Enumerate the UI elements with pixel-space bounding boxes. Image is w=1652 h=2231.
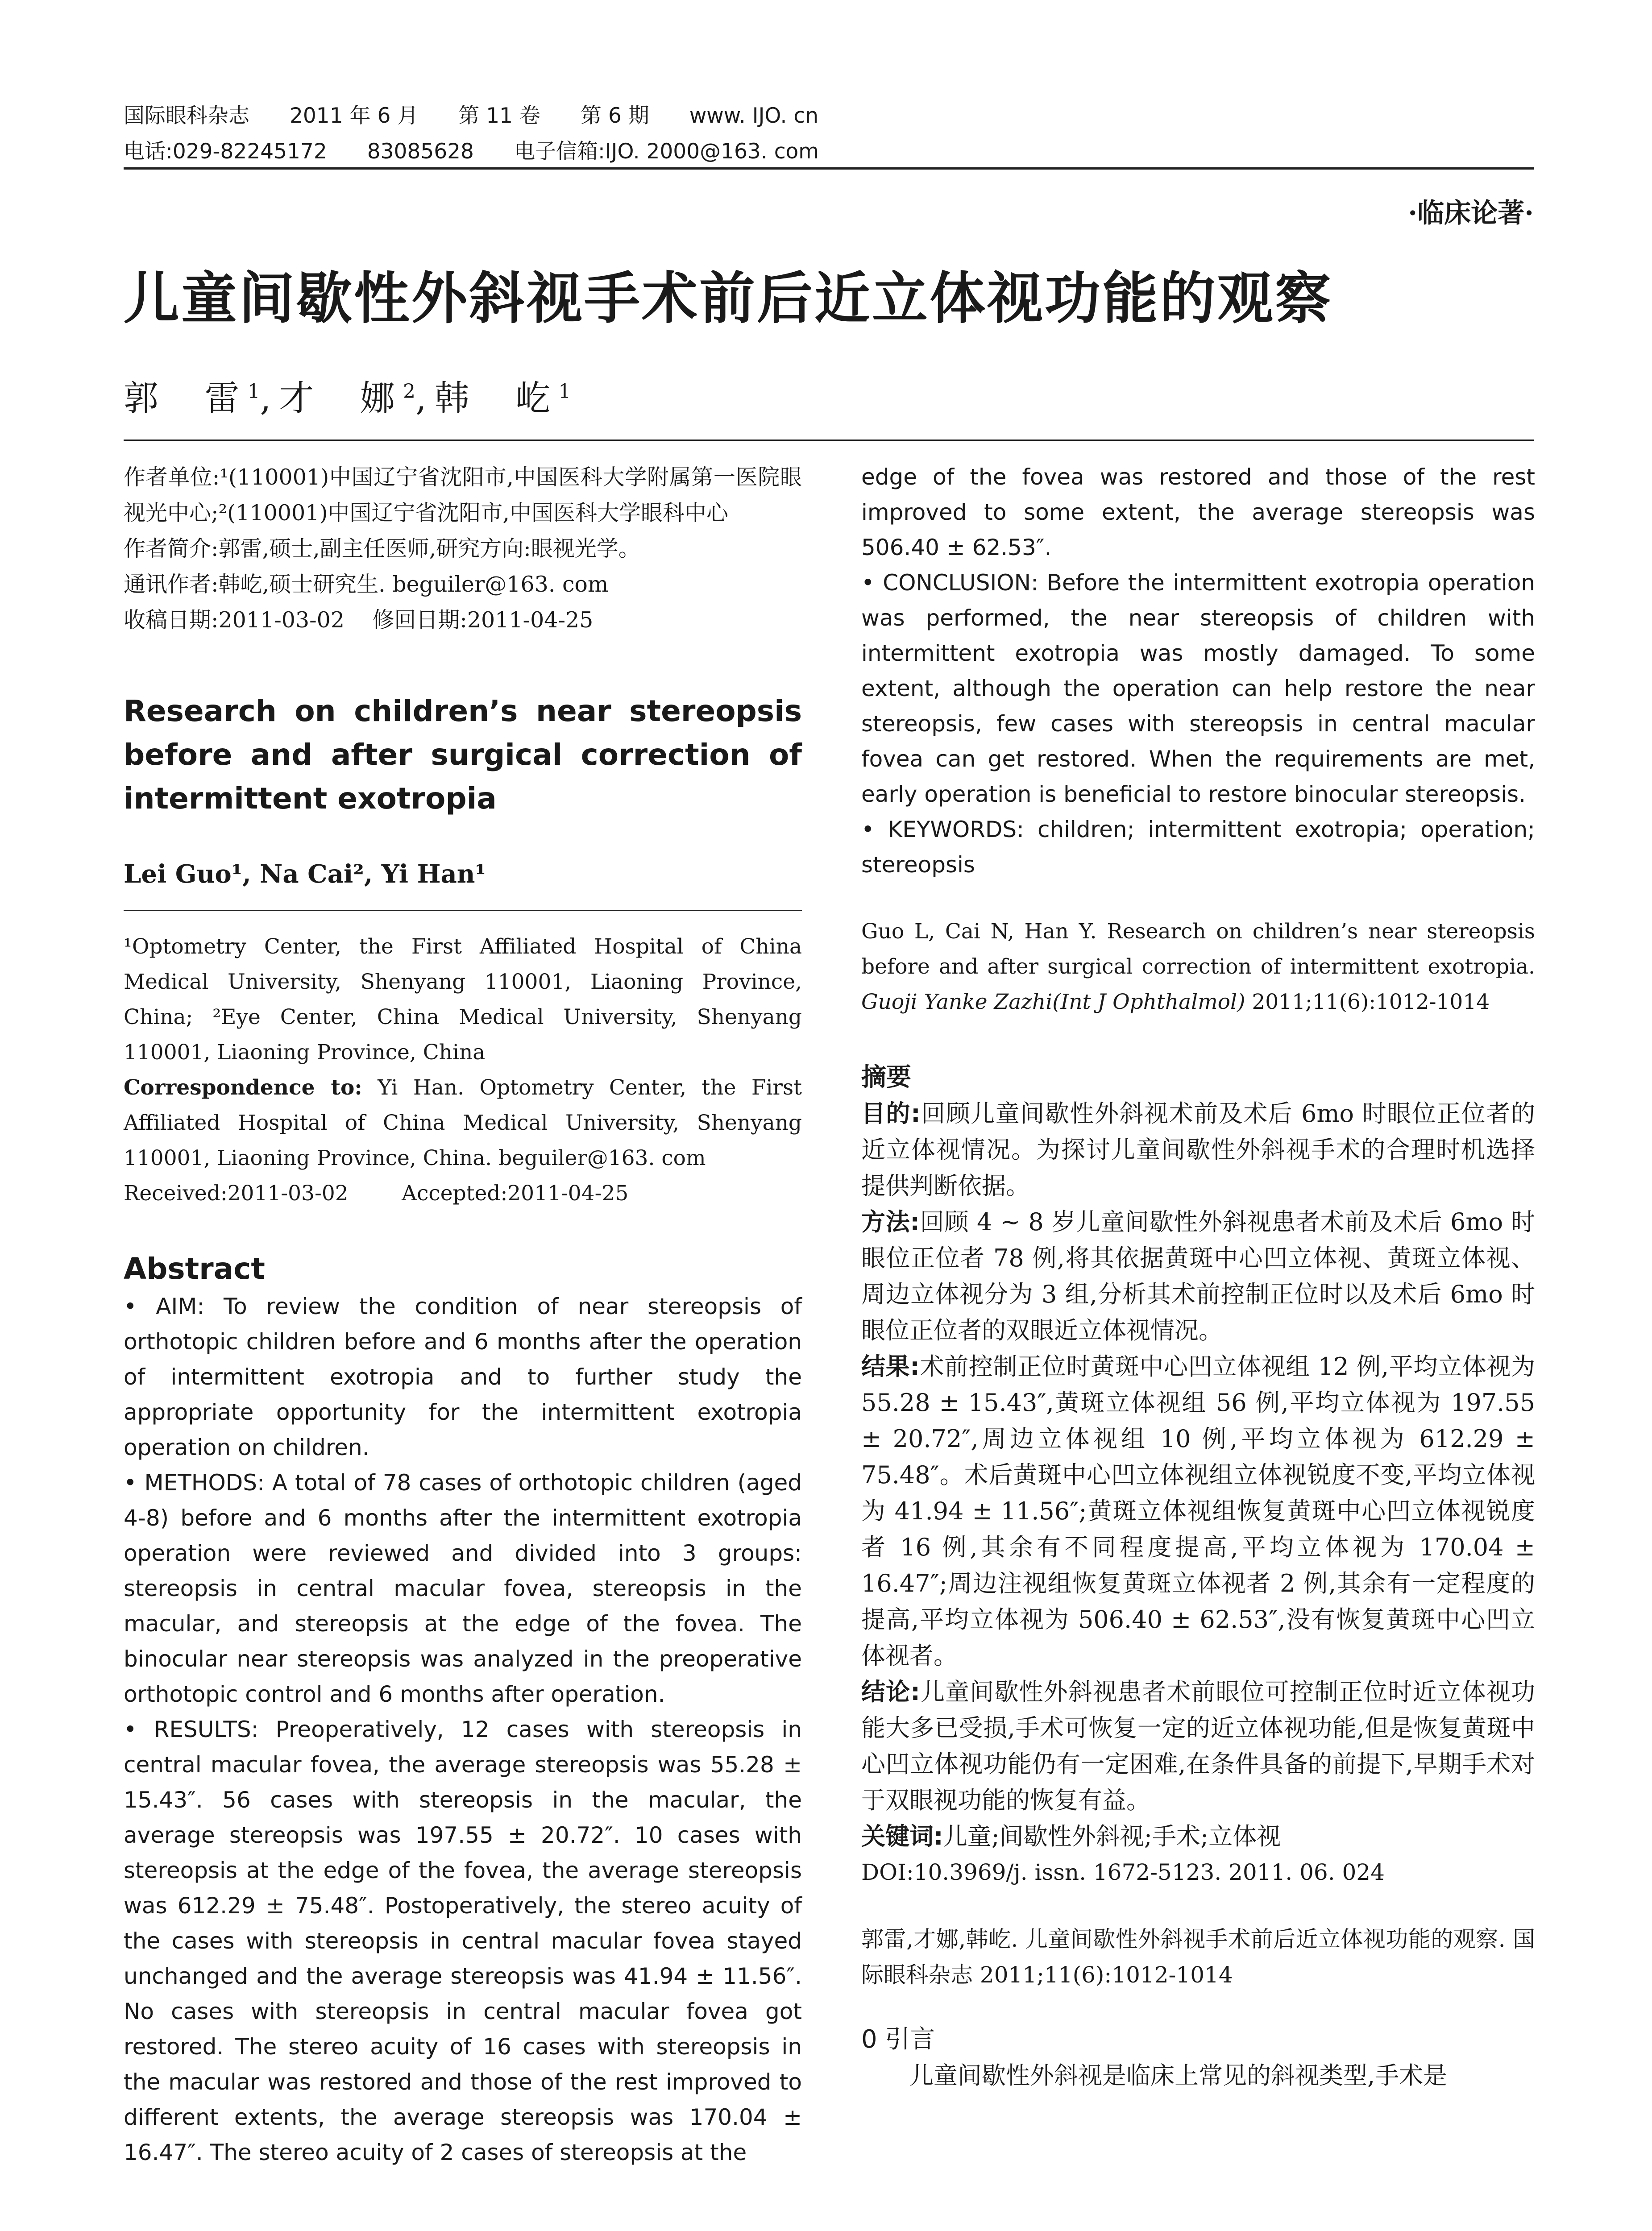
section-label: ·临床论著·	[1408, 198, 1534, 229]
chinese-results	[861, 1348, 1535, 1674]
journal-name: 国际眼科杂志	[124, 104, 249, 128]
chinese-methods-text: 回顾 4 ~ 8 岁儿童间歇性外斜视患者术前及术后 6mo 时眼位正位者 78 例,将其依据黄斑中心凹立体视、黄斑立体视、周边立体视分为 3 组,分析其术前控制正位时以及术后 6mo 时眼位正位者的双眼近立体视情况。	[861, 1208, 1535, 1344]
author-bio-zh: 作者简介:郭雷,硕士,副主任医师,研究方向:眼视光学。	[124, 536, 640, 561]
correspondence-label: Correspondence to:	[124, 1075, 362, 1100]
correspondence-zh: 通讯作者:韩屹,硕士研究生. beguiler@163. com	[124, 572, 609, 597]
chinese-abstract-heading: 摘要	[861, 1063, 911, 1092]
author-name: 郭 雷	[124, 378, 248, 419]
left-column	[124, 460, 802, 2170]
abstract-methods: • METHODS: A total of 78 cases of orthotopic children (aged 4-8) before and 6 months after the intermittent exotropia operation were reviewed and divided into 3 groups: stereopsis in central macular fovea, stereopsis in the macular, and stereopsis at the edge of the fovea. The binocular near stereopsis was analyzed in the preoperative orthotopic control and 6 months after operation.	[124, 1470, 802, 1707]
author-list	[124, 370, 571, 420]
abstract-aim: • AIM: To review the condition of near stereopsis of orthotopic children before and 6 months after the operation of intermittent exotropia and to further study the appropriate opportunity for the intermittent exotropia operation on children.	[124, 1294, 802, 1460]
english-authors-rule	[124, 910, 802, 911]
abstract-heading: Abstract	[124, 1252, 265, 1286]
author-name: ,韩 屹	[415, 378, 559, 419]
abstract-keywords: • KEYWORDS: children; intermittent exotropia; operation; stereopsis	[861, 817, 1535, 878]
citation-journal: Guoji Yanke Zazhi(Int J Ophthalmol)	[861, 990, 1245, 1014]
doi: DOI:10.3969/j. issn. 1672-5123. 2011. 06. 024	[861, 1859, 1385, 1885]
chinese-keywords-label: 关键词:	[861, 1822, 943, 1850]
abstract-results: • RESULTS: Preoperatively, 12 cases with stereopsis in central macular fovea, the average stereopsis was 55.28 ± 15.43″. 56 cases with stereopsis in the macular, the average stereopsis was 197.55 ± 20.72″. 10 cases with stereopsis at the edge of the fovea, the average stereopsis was 612.29 ± 75.48″. Postoperatively, the stereo acuity of the cases with stereopsis in central macular fovea stayed unchanged and the average stereopsis was 41.94 ± 11.56″. No cases with stereopsis in central macular fovea got restored. The stereo acuity of 16 cases with stereopsis in the macular was restored and those of the rest improved to different extents, the average stereopsis was 170.04 ± 16.47″. The stereo acuity of 2 cases of stereopsis at the	[124, 1717, 802, 2165]
authors-rule	[124, 440, 1534, 441]
header-rule	[124, 167, 1534, 170]
chinese-results-text: 术前控制正位时黄斑中心凹立体视组 12 例,平均立体视为 55.28 ± 15.43″,黄斑立体视组 56 例,平均立体视为 197.55 ± 20.72″,周边立体视组 10 例,平均立体视为 612.29 ± 75.48″。术后黄斑中心凹立体视组立体视锐度不变,平均立体视为 41.94 ± 11.56″;黄斑立体视组恢复黄斑中心凹立体视锐度者 16 例,其余有不同程度提高,平均立体视为 170.04 ± 16.47″;周边注视组恢复黄斑立体视者 2 例,其余有一定程度的提高,平均立体视为 506.40 ± 62.53″,没有恢复黄斑中心凹立体视者。	[861, 1352, 1535, 1670]
chinese-aim	[861, 1095, 1535, 1204]
introduction-heading: 0 引言	[861, 2025, 935, 2054]
chinese-conclusion-label: 结论:	[861, 1678, 920, 1706]
affiliation-marker: 1	[247, 380, 260, 403]
english-title: Research on children’s near stereopsis before and after surgical correction of intermittent exotropia	[124, 694, 802, 816]
journal-website: www. IJO. cn	[689, 104, 819, 128]
chinese-keywords	[861, 1818, 1535, 1854]
chinese-citation: 郭雷,才娜,韩屹. 儿童间歇性外斜视手术前后近立体视功能的观察. 国际眼科杂志 2011;11(6):1012-1014	[861, 1926, 1535, 1988]
english-affiliation: ¹Optometry Center, the First Affiliated Hospital of China Medical University, Shenyang 110001, Liaoning Province, China; ²Eye Center, China Medical University, Shenyang 110001, Liaoning Province, China	[124, 934, 802, 1065]
issue-number: 第 6 期	[581, 104, 649, 128]
citation-text: Guo L, Cai N, Han Y. Research on children’s near stereopsis before and after surgical correction of intermittent exotropia.	[861, 919, 1535, 979]
right-column	[861, 460, 1535, 2094]
article-title: 儿童间歇性外斜视手术前后近立体视功能的观察	[124, 266, 1332, 331]
volume: 第 11 卷	[458, 104, 541, 128]
phone-1: 电话:029-82245172	[124, 139, 327, 164]
chinese-results-label: 结果:	[861, 1352, 920, 1381]
chinese-keywords-text: 儿童;间歇性外斜视;手术;立体视	[943, 1822, 1281, 1850]
journal-email: 电子信箱:IJO. 2000@163. com	[514, 139, 819, 164]
affiliation-marker: 1	[558, 380, 571, 403]
english-authors: Lei Guo¹, Na Cai², Yi Han¹	[124, 859, 486, 889]
abstract-results-continued: edge of the fovea was restored and those of the rest improved to some extent, the average stereopsis was 506.40 ± 62.53″.	[861, 464, 1535, 560]
abstract-conclusion: • CONCLUSION: Before the intermittent exotropia operation was performed, the near stereopsis of children with intermittent exotropia was mostly damaged. To some extent, although the operation can help restore the near stereopsis, few cases with stereopsis in central macular fovea can get restored. When the requirements are met, early operation is beneficial to restore binocular stereopsis.	[861, 570, 1535, 807]
journal-header	[124, 98, 1534, 170]
author-name: ,才 娜	[260, 378, 403, 419]
journal-header-line2	[124, 134, 1534, 170]
introduction-text: 儿童间歇性外斜视是临床上常见的斜视类型,手术是	[909, 2061, 1448, 2090]
chinese-conclusion-text: 儿童间歇性外斜视患者术前眼位可控制正位时近立体视功能大多已受损,手术可恢复一定的近立体视功能,但是恢复黄斑中心凹立体视功能仍有一定困难,在条件具备的前提下,早期手术对于双眼视功能的恢复有益。	[861, 1678, 1535, 1814]
correspondence-text: Yi Han. Optometry Center, the First Affiliated Hospital of China Medical University, Shenyang 110001, Liaoning Province, China. beguiler@163. com	[124, 1075, 802, 1170]
issue-date: 2011 年 6 月	[290, 104, 419, 128]
english-citation	[861, 914, 1535, 1020]
author-affiliation-zh: 作者单位:¹(110001)中国辽宁省沈阳市,中国医科大学附属第一医院眼视光中心;²(110001)中国辽宁省沈阳市,中国医科大学眼科中心	[124, 464, 802, 526]
english-correspondence	[124, 1070, 802, 1176]
english-dates: Received:2011-03-02 Accepted:2011-04-25	[124, 1181, 629, 1206]
chinese-aim-text: 回顾儿童间歇性外斜视术前及术后 6mo 时眼位正位者的近立体视情况。为探讨儿童间歇性外斜视手术的合理时机选择提供判断依据。	[861, 1099, 1535, 1200]
chinese-conclusion	[861, 1674, 1535, 1818]
citation-volume: 2011;11(6):1012-1014	[1245, 990, 1490, 1014]
chinese-methods-label: 方法:	[861, 1208, 920, 1236]
chinese-methods	[861, 1204, 1535, 1348]
affiliation-marker: 2	[403, 380, 415, 403]
phone-2: 83085628	[367, 139, 474, 164]
chinese-aim-label: 目的:	[861, 1099, 921, 1128]
journal-header-line1	[124, 98, 1534, 134]
dates-zh: 收稿日期:2011-03-02 修回日期:2011-04-25	[124, 607, 594, 633]
